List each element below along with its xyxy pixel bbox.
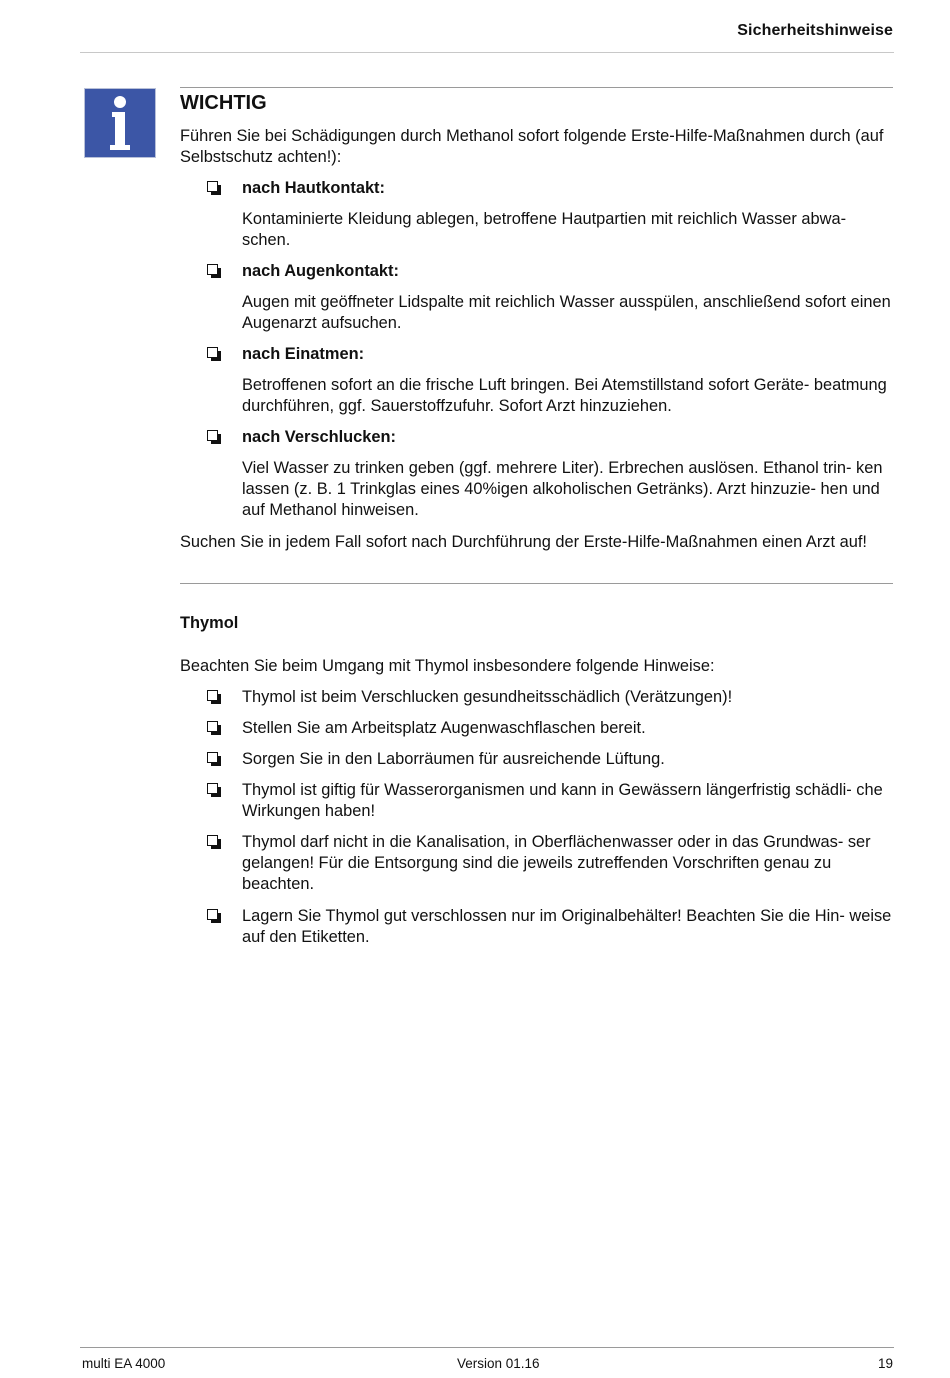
footer-product: multi EA 4000 <box>82 1356 166 1371</box>
thymol-intro: Beachten Sie beim Umgang mit Thymol insbesondere folgende Hinweise: <box>180 657 715 675</box>
note-item-title: nach Augenkontakt: <box>242 262 399 280</box>
thymol-list-item: Thymol ist beim Verschlucken gesundheitsschädlich (Verätzungen)! <box>242 688 733 706</box>
thymol-list-item: Stellen Sie am Arbeitsplatz Augenwaschflaschen bereit. <box>242 719 646 737</box>
footer-page-number: 19 <box>877 1356 893 1371</box>
thymol-list-item: Thymol darf nicht in die Kanalisation, in Oberflächenwasser oder in das Grundwas- ser gelangen! Für die Entsorgung sind die jeweils zutreffenden Vorschriften genau zu beachten. <box>242 833 871 893</box>
note-heading: WICHTIG <box>180 92 267 114</box>
checkbox-bullet-icon <box>207 783 218 794</box>
checkbox-bullet-icon <box>207 347 218 358</box>
note-item-title: nach Einatmen: <box>242 345 365 363</box>
checkbox-bullet-icon <box>207 909 218 920</box>
checkbox-bullet-icon <box>207 835 218 846</box>
section-heading-thymol: Thymol <box>180 614 239 632</box>
thymol-list-item: Thymol ist giftig für Wasserorganismen und kann in Gewässern längerfristig schädli- che Wirkungen haben! <box>242 781 883 820</box>
checkbox-bullet-icon <box>207 264 218 275</box>
thymol-list-item: Sorgen Sie in den Laborräumen für ausreichende Lüftung. <box>242 750 665 768</box>
note-item-text: Viel Wasser zu trinken geben (ggf. mehrere Liter). Erbrechen auslösen. Ethanol trin- ken lassen (z. B. 1 Trinkglas eines 40%igen alkoholischen Getränks). Arzt hinzuzie- hen und auf Methanol hinweisen. <box>242 459 883 519</box>
footer-divider <box>80 1347 894 1348</box>
note-top-divider <box>180 87 893 88</box>
checkbox-bullet-icon <box>207 690 218 701</box>
note-bottom-divider <box>180 583 893 584</box>
note-intro: Führen Sie bei Schädigungen durch Methanol sofort folgende Erste-Hilfe-Maßnahmen durch (auf Selbstschutz achten!): <box>180 127 884 166</box>
checkbox-bullet-icon <box>207 721 218 732</box>
checkbox-bullet-icon <box>207 752 218 763</box>
thymol-list-item: Lagern Sie Thymol gut verschlossen nur im Originalbehälter! Beachten Sie die Hin- weise auf den Etiketten. <box>242 907 892 946</box>
footer-version: Version 01.16 <box>457 1356 540 1371</box>
note-item-title: nach Verschlucken: <box>242 428 396 446</box>
checkbox-bullet-icon <box>207 430 218 441</box>
note-item-text: Augen mit geöffneter Lidspalte mit reichlich Wasser ausspülen, anschließend sofort einen Augenarzt aufsuchen. <box>242 293 891 332</box>
page-header-title: Sicherheitshinweise <box>737 22 893 39</box>
note-item-text: Betroffenen sofort an die frische Luft bringen. Bei Atemstillstand sofort Geräte- beatmung durchführen, ggf. Sauerstoffzufuhr. Sofort Arzt hinzuziehen. <box>242 376 887 415</box>
note-item-text: Kontaminierte Kleidung ablegen, betroffene Hautpartien mit reichlich Wasser abwa- schen. <box>242 210 847 249</box>
note-closing: Suchen Sie in jedem Fall sofort nach Durchführung der Erste-Hilfe-Maßnahmen einen Arzt auf! <box>180 533 867 551</box>
checkbox-bullet-icon <box>207 181 218 192</box>
info-icon <box>84 88 156 158</box>
note-item-title: nach Hautkontakt: <box>242 179 385 197</box>
header-divider <box>80 52 894 53</box>
